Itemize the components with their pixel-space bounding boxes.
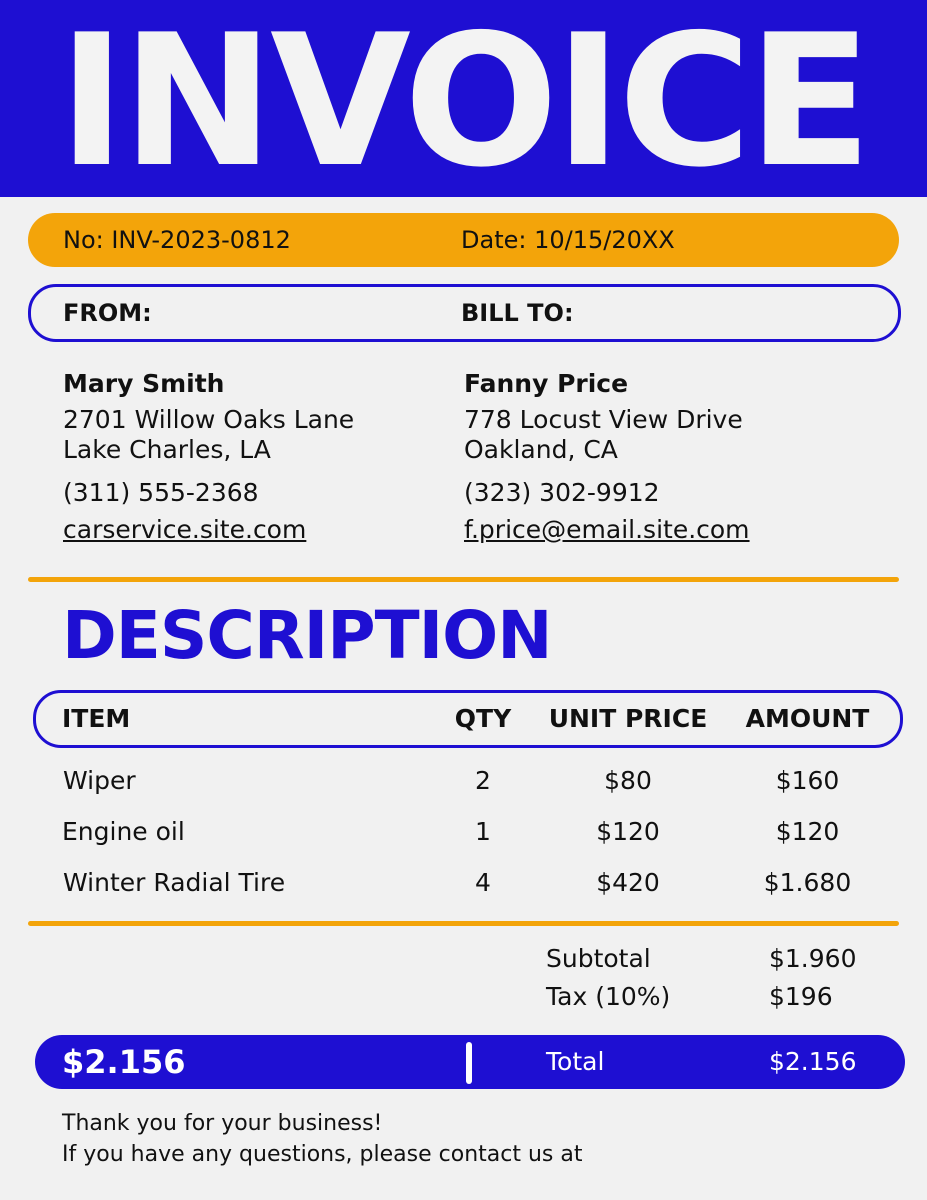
from-website-link[interactable]: carservice.site.com — [63, 515, 307, 544]
row-amount: $120 — [775, 817, 840, 846]
subtotal-label: Subtotal — [546, 944, 651, 973]
thank-you-note: Thank you for your business! — [62, 1111, 383, 1136]
row-amount: $160 — [775, 766, 840, 795]
from-address-line1: 2701 Willow Oaks Lane — [63, 405, 355, 434]
row-qty: 2 — [475, 766, 491, 795]
column-header-qty: QTY — [454, 704, 512, 733]
total-amount-highlight: $2.156 — [62, 1043, 186, 1081]
row-amount: $1.680 — [763, 868, 852, 897]
invoice-number: No: INV-2023-0812 — [63, 226, 291, 254]
tax-label: Tax (10%) — [546, 982, 671, 1011]
description-title: DESCRIPTION — [62, 597, 552, 674]
divider — [28, 577, 899, 582]
tax-value: $196 — [769, 982, 833, 1011]
column-header-unit-price: UNIT PRICE — [548, 704, 708, 733]
bill-to-name: Fanny Price — [464, 369, 629, 398]
bill-to-phone: (323) 302-9912 — [464, 478, 660, 507]
bill-to-address-line2: Oakland, CA — [464, 435, 618, 464]
from-label: FROM: — [63, 299, 152, 327]
from-phone: (311) 555-2368 — [63, 478, 259, 507]
from-name: Mary Smith — [63, 369, 225, 398]
total-separator — [466, 1042, 472, 1084]
invoice-date: Date: 10/15/20XX — [461, 226, 675, 254]
subtotal-value: $1.960 — [769, 944, 857, 973]
row-item: Winter Radial Tire — [63, 868, 286, 897]
bill-to-email-link[interactable]: f.price@email.site.com — [464, 515, 750, 544]
total-value: $2.156 — [769, 1047, 857, 1076]
bill-to-address-line1: 778 Locust View Drive — [464, 405, 743, 434]
row-item: Engine oil — [62, 817, 185, 846]
contact-note: If you have any questions, please contact us at — [62, 1142, 583, 1167]
column-header-item: ITEM — [62, 704, 131, 733]
row-unit-price: $120 — [596, 817, 660, 846]
divider — [28, 921, 899, 926]
from-address-line2: Lake Charles, LA — [63, 435, 271, 464]
column-header-amount: AMOUNT — [745, 704, 870, 733]
row-qty: 4 — [475, 868, 491, 897]
row-unit-price: $420 — [596, 868, 660, 897]
bill-to-label: BILL TO: — [461, 299, 574, 327]
row-unit-price: $80 — [604, 766, 652, 795]
invoice-title: INVOICE — [58, 0, 869, 207]
row-item: Wiper — [63, 766, 136, 795]
total-label: Total — [546, 1047, 605, 1076]
row-qty: 1 — [475, 817, 491, 846]
